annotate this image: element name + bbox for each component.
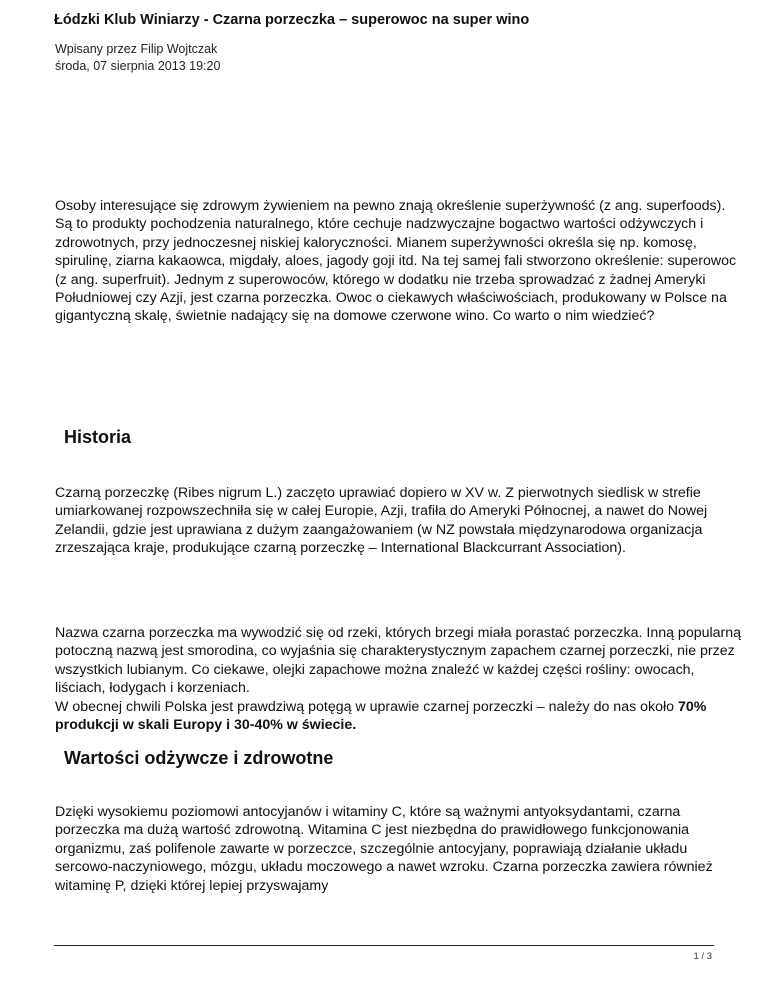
section-heading-nutrition: Wartości odżywcze i zdrowotne <box>64 748 334 768</box>
document-title: Łódzki Klub Winiarzy - Czarna porzeczka – superowoc na super wino <box>54 12 530 28</box>
history-paragraph-3-text: W obecnej chwili Polska jest prawdziwą potęgą w uprawie czarnej porzeczki – należy do nas około <box>55 698 678 715</box>
history-paragraph-2 <box>55 624 745 734</box>
nutrition-paragraph: Dzięki wysokiemu poziomowi antocyjanów i witaminy C, które są ważnymi antyoksydantami, czarna porzeczka ma dużą wartość zdrowotną. Witamina C jest niezbędna do prawidłowego funkcjonowania organizmu, zaś polifenole zawarte w porzeczce, szczególnie antocyjany, poprawiają działanie układu sercowo-naczyniowego, mózgu, układu moczowego a nawet wzroku. Czarna porzeczka zawiera również witaminę P, dzięki której lepiej przyswajamy <box>55 804 713 894</box>
section-heading-history: Historia <box>64 427 132 447</box>
author-line: Wpisany przez Filip Wojtczak <box>55 42 218 56</box>
history-paragraph-3-bold: 70% produkcji w skali Europy i 30-40% w świecie. <box>55 698 707 734</box>
date-line: środa, 07 sierpnia 2013 19:20 <box>55 59 221 73</box>
article-meta <box>55 41 220 75</box>
footer-divider <box>54 945 714 946</box>
page-number: 1 / 3 <box>693 951 712 962</box>
history-paragraph-1: Czarną porzeczkę (Ribes nigrum L.) zaczęto uprawiać dopiero w XV w. Z pierwotnych siedlisk w strefie umiarkowanej rozpowszechniła się w całej Europie, Azji, trafiła do Ameryki Północnej, a nawet do Nowej Zelandii, gdzie jest uprawiana z dużym zaangażowaniem (w NZ powstała międzynarodowa organizacja zrzeszająca kraje, produkujące czarną porzeczkę – International Blackcurrant Association). <box>55 485 708 557</box>
intro-paragraph: Osoby interesujące się zdrowym żywieniem na pewno znają określenie superżywność (z ang. superfoods). Są to produkty pochodzenia naturalnego, które cechuje nadzwyczajne bogactwo wartości odżywczych i zdrowotnych, przy jednoczesnej niskiej kaloryczności. Mianem superżywności określa się np. komosę, spirulinę, ziarna kakaowca, migdały, aloes, jagody goji itd. Na tej samej fali stworzono określenie: superowoc (z ang. superfruit). Jednym z superowoców, którego w dodatku nie trzeba sprowadzać z żadnej Ameryki Południowej czy Azji, jest czarna porzeczka. Owoc o ciekawych właściwościach, produkowany w Polsce na gigantyczną skalę, świetnie nadający się na domowe czerwone wino. Co warto o nim wiedzieć? <box>55 198 737 325</box>
history-paragraph-2-text: Nazwa czarna porzeczka ma wywodzić się od rzeki, których brzegi miała porastać porzeczka. Inną popularną potoczną nazwą jest smorodina, co wyjaśnia się charakterystycznym zapachem czarnej porzeczki, nie przez wszystkich lubianym. Co ciekawe, olejki zapachowe można znaleźć w każdej części rośliny: owocach, liściach, łodygach i korzeniach. <box>55 625 742 697</box>
